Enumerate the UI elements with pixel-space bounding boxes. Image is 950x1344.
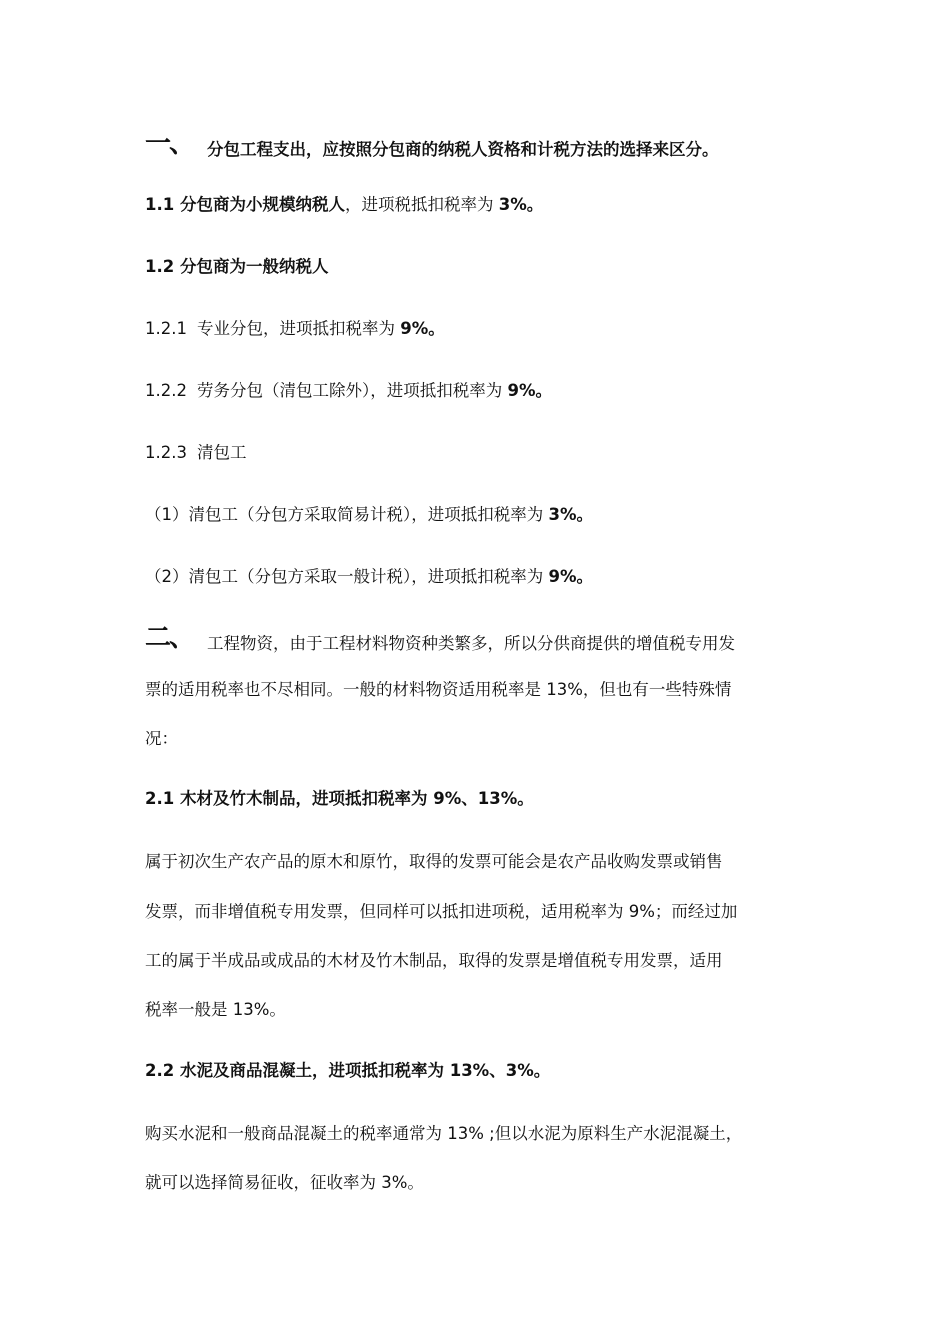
section-2-heading [145, 623, 815, 656]
sub-item-1-text: （1）清包工（分包方采取简易计税），进项抵扣税率为 [145, 505, 544, 524]
section-2-marker: 二、 [145, 623, 194, 653]
item-1-2 [145, 255, 815, 279]
item-1-2-2-text: 劳务分包（清包工除外），进项抵扣税率为 [196, 381, 503, 400]
item-2-1-heading: 2.1 木材及竹木制品，进项抵扣税率为 9%、13%。 [145, 789, 534, 808]
section-2-line: 票的适用税率也不尽相同。一般的材料物资适用税率是 13%，但也有一些特殊情 [145, 680, 732, 699]
item-1-2-3 [145, 441, 815, 465]
section-2-line: 况： [145, 729, 178, 748]
item-2-1-paragraph-line: 工的属于半成品或成品的木材及竹木制品，取得的发票是增值税专用发票，适用 [145, 951, 723, 970]
item-1-2-3-number: 1.2.3 [145, 443, 187, 462]
item-1-2-title: 1.2 分包商为一般纳税人 [145, 257, 329, 276]
item-1-1 [145, 193, 815, 217]
section-1-heading-text: 分包工程支出，应按照分包商的纳税人资格和计税方法的选择来区分。 [207, 140, 719, 159]
item-1-2-2 [145, 379, 815, 403]
sub-item-2 [145, 565, 815, 589]
item-2-2-paragraph-line: 就可以选择简易征收，征收率为 3%。 [145, 1173, 424, 1192]
section-1-heading [145, 129, 815, 162]
section-1-marker: 一、 [145, 129, 194, 159]
item-1-2-2-number: 1.2.2 [145, 381, 187, 400]
item-1-2-1-number: 1.2.1 [145, 319, 187, 338]
item-2-1-paragraph-line: 发票，而非增值税专用发票，但同样可以抵扣进项税，适用税率为 9%；而经过加 [145, 902, 738, 921]
item-1-1-text: ，进项税抵扣税率为 [344, 195, 494, 214]
item-1-2-1-rate: 9%。 [400, 319, 445, 338]
item-1-2-2-rate: 9%。 [507, 381, 552, 400]
item-1-2-1-text: 专业分包，进项抵扣税率为 [196, 319, 395, 338]
sub-item-2-rate: 9%。 [548, 567, 594, 586]
sub-item-2-text: （2）清包工（分包方采取一般计税），进项抵扣税率为 [145, 567, 544, 586]
item-1-2-1 [145, 317, 815, 341]
sub-item-1-rate: 3%。 [548, 505, 594, 524]
item-1-2-3-text: 清包工 [196, 443, 247, 462]
section-2-line-1: 工程物资，由于工程材料物资种类繁多，所以分供商提供的增值税专用发 [207, 634, 736, 653]
item-2-2-heading: 2.2 水泥及商品混凝土，进项抵扣税率为 13%、3%。 [145, 1061, 551, 1080]
item-2-1-paragraph-line: 属于初次生产农产品的原木和原竹，取得的发票可能会是农产品收购发票或销售 [145, 852, 723, 871]
item-1-1-title: 1.1 分包商为小规模纳税人 [145, 195, 345, 214]
item-2-2-paragraph-line: 购买水泥和一般商品混凝土的税率通常为 13% ;但以水泥为原料生产水泥混凝土， [145, 1124, 743, 1143]
item-1-1-rate: 3%。 [498, 195, 544, 214]
item-2-1-paragraph-line: 税率一般是 13%。 [145, 1000, 286, 1019]
sub-item-1 [145, 503, 815, 527]
